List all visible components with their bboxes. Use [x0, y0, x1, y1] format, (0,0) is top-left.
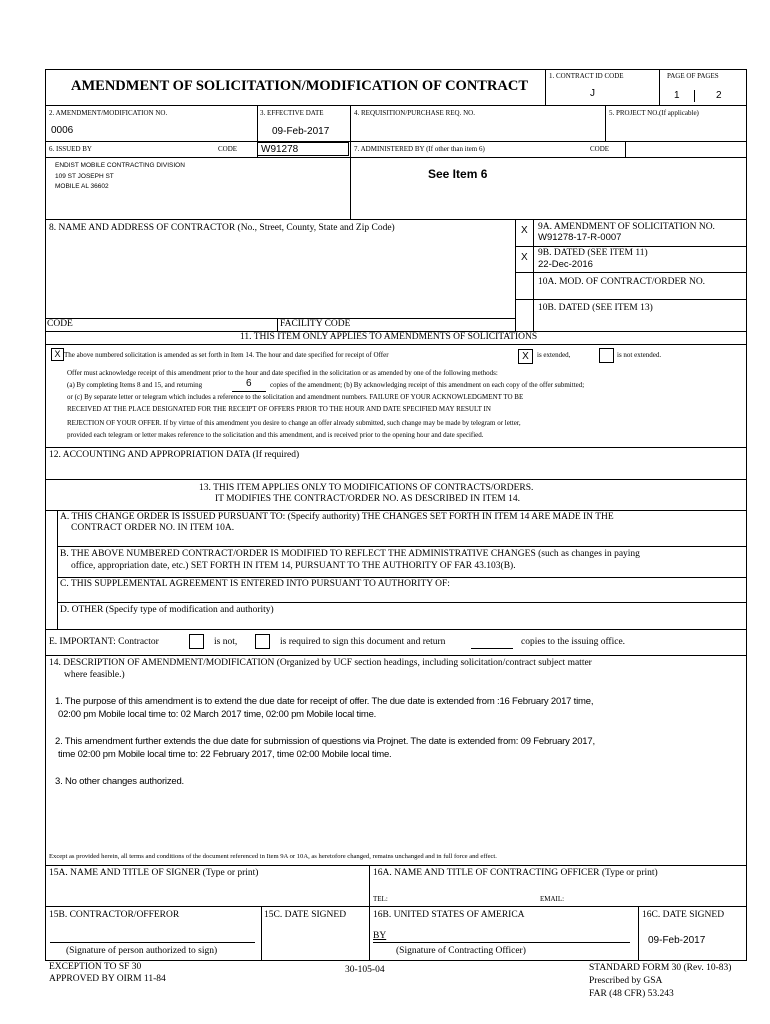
is-not-checkbox[interactable]: [189, 634, 204, 649]
page-number: 1: [674, 90, 680, 101]
item-16a-label: 16A. NAME AND TITLE OF CONTRACTING OFFICER (Type or print): [373, 868, 658, 878]
page-of-pages-label: PAGE OF PAGES: [667, 72, 719, 80]
item-13-heading-1: 13. THIS ITEM APPLIES ONLY TO MODIFICATIONS OF CONTRACTS/ORDERS.: [199, 483, 534, 493]
item-10a-label: 10A. MOD. OF CONTRACT/ORDER NO.: [538, 277, 706, 287]
item-9a-label: 9A. AMENDMENT OF SOLICITATION NO.: [538, 222, 715, 232]
item-11-checkbox[interactable]: X: [51, 348, 64, 361]
item-15c-label: 15C. DATE SIGNED: [264, 910, 347, 920]
item-14-label-1: 14. DESCRIPTION OF AMENDMENT/MODIFICATION (Organized by UCF section headings, including solicitation/contract subject matter: [49, 658, 592, 668]
item-13d: D. OTHER (Specify type of modification and authority): [60, 605, 274, 615]
item-10b-label: 10B. DATED (SEE ITEM 13): [538, 303, 653, 313]
far-label: FAR (48 CFR) 53.243: [589, 989, 674, 999]
issuer-line-1: ENDIST MOBILE CONTRACTING DIVISION: [55, 162, 185, 169]
tel-label: TEL:: [373, 895, 388, 903]
issued-by-code-value: W91278: [257, 142, 349, 156]
item-11-paragraph-4: RECEIVED AT THE PLACE DESIGNATED FOR THE RECEIPT OF OFFERS PRIOR TO THE HOUR AND DATE SPECIFIED MAY RESULT IN: [67, 405, 491, 413]
item-13b-line-1: B. THE ABOVE NUMBERED CONTRACT/ORDER IS MODIFIED TO REFLECT THE ADMINISTRATIVE CHANGES (such as changes in paying: [60, 549, 640, 559]
is-required-label: is required to sign this document and return: [280, 637, 446, 647]
is-required-checkbox[interactable]: [255, 634, 270, 649]
contract-id-code-value: J: [590, 88, 595, 99]
important-label: E. IMPORTANT: Contractor: [49, 637, 159, 647]
prescribed-label: Prescribed by GSA: [589, 976, 663, 986]
officer-date-signed: 09-Feb-2017: [648, 935, 706, 946]
contractor-signature-line[interactable]: [50, 942, 255, 943]
copies-count: 6: [246, 378, 252, 389]
form-title: AMENDMENT OF SOLICITATION/MODIFICATION OF CONTRACT: [71, 78, 529, 94]
approved-label: APPROVED BY OIRM 11-84: [49, 974, 166, 984]
extended-checkbox[interactable]: X: [518, 349, 533, 364]
item-13b-line-2: office, appropriation date, etc.) SET FORTH IN ITEM 14, PURSUANT TO THE AUTHORITY OF FAR 43.103(B).: [71, 561, 516, 571]
issued-by-label: 6. ISSUED BY: [49, 145, 92, 153]
item-11-paragraph-2a: (a) By completing Items 8 and 15, and returning: [67, 381, 203, 389]
issuer-line-2: 109 ST JOSEPH ST: [55, 173, 114, 180]
item-14-label-2: where feasible.): [64, 670, 125, 680]
item-15b-label: 15B. CONTRACTOR/OFFEROR: [49, 910, 180, 920]
requisition-label: 4. REQUISITION/PURCHASE REQ. NO.: [354, 109, 475, 117]
issuer-line-3: MOBILE AL 36602: [55, 183, 109, 190]
item-9b-label: 9B. DATED (SEE ITEM 11): [538, 248, 648, 258]
not-extended-checkbox[interactable]: [599, 348, 614, 363]
administered-code-label: CODE: [590, 145, 610, 153]
item-16b-label: 16B. UNITED STATES OF AMERICA: [373, 910, 525, 920]
form-number: 30-105-04: [345, 965, 385, 975]
contractor-code-label: CODE: [47, 319, 73, 329]
effective-date-label: 3. EFFECTIVE DATE: [260, 109, 324, 117]
see-item-6: See Item 6: [428, 167, 488, 181]
item-9b-mark: X: [521, 252, 528, 263]
standard-form-label: STANDARD FORM 30 (Rev. 10-83): [589, 963, 732, 973]
item-11-paragraph-6: provided each telegram or letter makes reference to the solicitation and this amendment, and is received prior to the opening hour and date specified.: [67, 431, 484, 439]
amendment-no-value: 0006: [51, 125, 74, 136]
officer-signature-caption: (Signature of Contracting Officer): [396, 946, 526, 956]
facility-code-label: FACILITY CODE: [280, 319, 351, 329]
item-16c-label: 16C. DATE SIGNED: [642, 910, 725, 920]
description-para-3: 3. No other changes authorized.: [55, 776, 184, 787]
administered-by-label: 7. ADMINISTERED BY (If other than item 6): [354, 145, 485, 153]
description-para-1-line-1: 1. The purpose of this amendment is to extend the due date for receipt of offer. The due date is extended from :16 February 2017 time,: [55, 696, 594, 707]
item-11-paragraph-3: or (c) By separate letter or telegram which includes a reference to the solicitation and amendment numbers. FAILURE OF YOUR ACKNOWLEDGMENT TO BE: [67, 393, 524, 401]
total-pages: 2: [716, 90, 722, 101]
officer-signature-line[interactable]: [373, 942, 630, 943]
not-extended-label: is not extended.: [617, 351, 662, 359]
contractor-signature-caption: (Signature of person authorized to sign): [66, 946, 218, 956]
item-9a-mark: X: [521, 225, 528, 236]
item-11-paragraph-1: Offer must acknowledge receipt of this amendment prior to the hour and date specified in the solicitation or as amended by one of the following methods:: [67, 369, 498, 377]
item-11-paragraph-5: REJECTION OF YOUR OFFER. If by virtue of this amendment you desire to change an offer already submitted, such change may be made by telegram or letter,: [67, 419, 521, 427]
solicitation-no: W91278-17-R-0007: [538, 232, 622, 243]
effective-date-value: 09-Feb-2017: [272, 126, 330, 137]
description-para-2-line-2: time 02:00 pm Mobile local time to: 22 February 2017, time 02:00 Mobile local time.: [58, 749, 392, 760]
solicitation-date: 22-Dec-2016: [538, 259, 593, 270]
item-11-paragraph-2b: copies of the amendment; (b) By acknowledging receipt of this amendment on each copy of the offer submitted;: [270, 381, 585, 389]
item-13c: C. THIS SUPPLEMENTAL AGREEMENT IS ENTERED INTO PURSUANT TO AUTHORITY OF:: [60, 579, 450, 589]
item-12-label: 12. ACCOUNTING AND APPROPRIATION DATA (If required): [49, 450, 300, 460]
exception-label: EXCEPTION TO SF 30: [49, 962, 142, 972]
item-15a-label: 15A. NAME AND TITLE OF SIGNER (Type or print): [49, 868, 259, 878]
item-13-heading-2: IT MODIFIES THE CONTRACT/ORDER NO. AS DESCRIBED IN ITEM 14.: [215, 494, 520, 504]
item-13a-line-2: CONTRACT ORDER NO. IN ITEM 10A.: [71, 523, 235, 533]
amendment-no-label: 2. AMENDMENT/MODIFICATION NO.: [49, 109, 168, 117]
item-14-footer: Except as provided herein, all terms and conditions of the document referenced in Item 9A or 10A, as heretofore changed, remains unchanged and in full force and effect.: [49, 853, 497, 860]
is-not-label: is not,: [214, 637, 238, 647]
description-para-1-line-2: 02:00 pm Mobile local time to: 02 March 2017 time, 02:00 pm Mobile local time.: [58, 709, 377, 720]
item-13a-line-1: A. THIS CHANGE ORDER IS ISSUED PURSUANT TO: (Specify authority) THE CHANGES SET FORTH IN ITEM 14 ARE MADE IN THE: [60, 512, 614, 522]
extended-label: is extended,: [537, 351, 571, 359]
contract-id-code-label: 1. CONTRACT ID CODE: [549, 72, 624, 80]
issued-by-code-label: CODE: [218, 145, 238, 153]
project-no-label: 5. PROJECT NO.(If applicable): [609, 109, 699, 117]
by-label: BY: [373, 931, 387, 941]
email-label: EMAIL:: [540, 895, 565, 903]
item-11-text: The above numbered solicitation is amended as set forth in Item 14. The hour and date specified for receipt of Offer: [64, 351, 389, 359]
description-para-2-line-1: 2. This amendment further extends the due date for submission of questions via Projnet. The date is extended from: 09 February 2017,: [55, 736, 595, 747]
item-11-heading: 11. THIS ITEM ONLY APPLIES TO AMENDMENTS OF SOLICITATIONS: [240, 332, 538, 342]
copies-to-label: copies to the issuing office.: [521, 637, 626, 647]
contractor-label: 8. NAME AND ADDRESS OF CONTRACTOR (No., Street, County, State and Zip Code): [49, 223, 395, 233]
